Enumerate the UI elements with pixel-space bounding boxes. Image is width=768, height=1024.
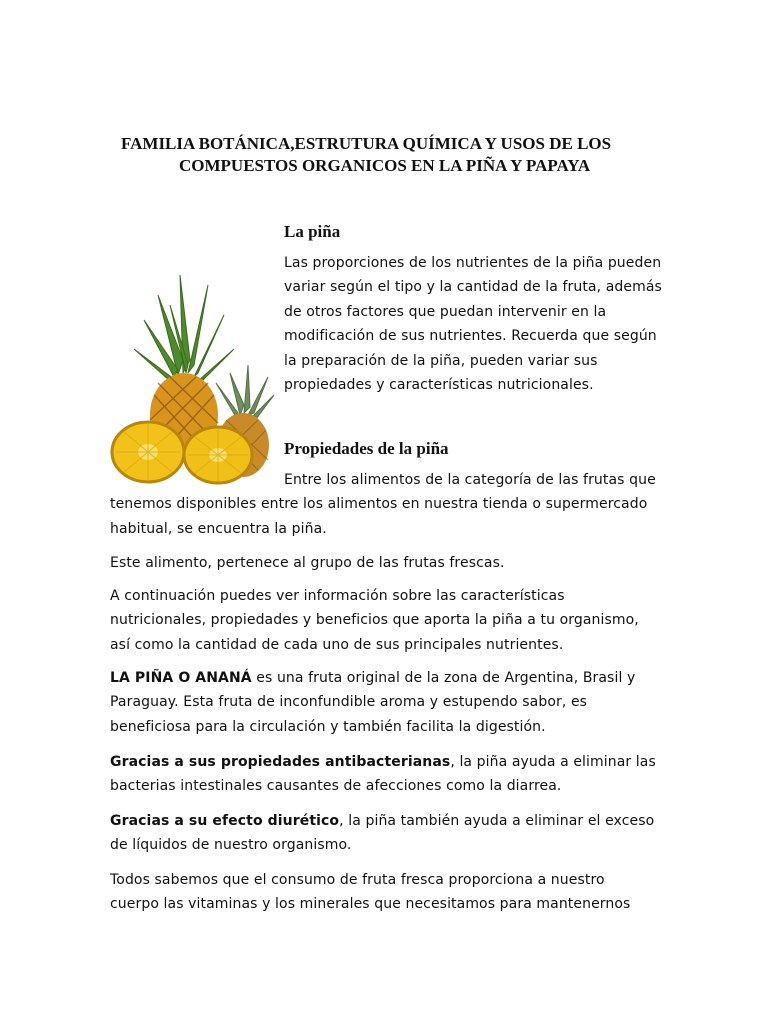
anana-paragraph <box>110 666 658 739</box>
document-title <box>110 133 670 177</box>
anana-bold-label: LA PIÑA O ANANÁ <box>110 670 252 686</box>
info-paragraph: A continuación puedes ver información sobre las características nutricionales, propiedades y beneficios que aporta la piña a tu organismo, así como la cantidad de cada uno de sus principales nutrientes. <box>110 588 639 653</box>
antibacterial-paragraph <box>110 750 658 799</box>
antibacterial-text: , la piña ayuda a eliminar las bacterias intestinales causantes de afecciones como la diarrea. <box>110 754 656 795</box>
properties-paragraph: Entre los alimentos de la categoría de las frutas que tenemos disponibles entre los alimentos en nuestra tienda o supermercado habitual, se encuentra la piña. <box>110 472 656 537</box>
antibacterial-bold-label: Gracias a sus propiedades antibacterianas <box>110 754 451 770</box>
title-line-2: COMPUESTOS ORGANICOS EN LA PIÑA Y PAPAYA <box>179 156 591 175</box>
section-heading-propiedades: Propiedades de la piña <box>284 439 449 458</box>
intro-paragraph: Las proporciones de los nutrientes de la piña pueden variar según el tipo y la cantidad de la fruta, además de otros factores que puedan intervenir en la modificación de sus nutrientes. Recuerda que según la preparación de la piña, pueden variar sus propiedades y características nutricionales. <box>284 255 662 394</box>
title-line-1: FAMILIA BOTÁNICA,ESTRUTURA QUÍMICA Y USOS DE LOS <box>121 134 612 153</box>
anana-text: es una fruta original de la zona de Argentina, Brasil y Paraguay. Esta fruta de inconfundible aroma y estupendo sabor, es beneficiosa para la circulación y también facilita la digestión. <box>110 670 636 735</box>
diuretic-text: , la piña también ayuda a eliminar el exceso de líquidos de nuestro organismo. <box>110 813 655 854</box>
fresh-fruit-paragraph: Este alimento, pertenece al grupo de las frutas frescas. <box>110 555 505 571</box>
section-heading-la-pina: La piña <box>284 222 341 241</box>
diuretic-paragraph <box>110 809 658 858</box>
last-paragraph: Todos sabemos que el consumo de fruta fresca proporciona a nuestro cuerpo las vitaminas y los minerales que necesitamos para mantenernos <box>110 872 631 913</box>
diuretic-bold-label: Gracias a su efecto diurético <box>110 813 340 829</box>
